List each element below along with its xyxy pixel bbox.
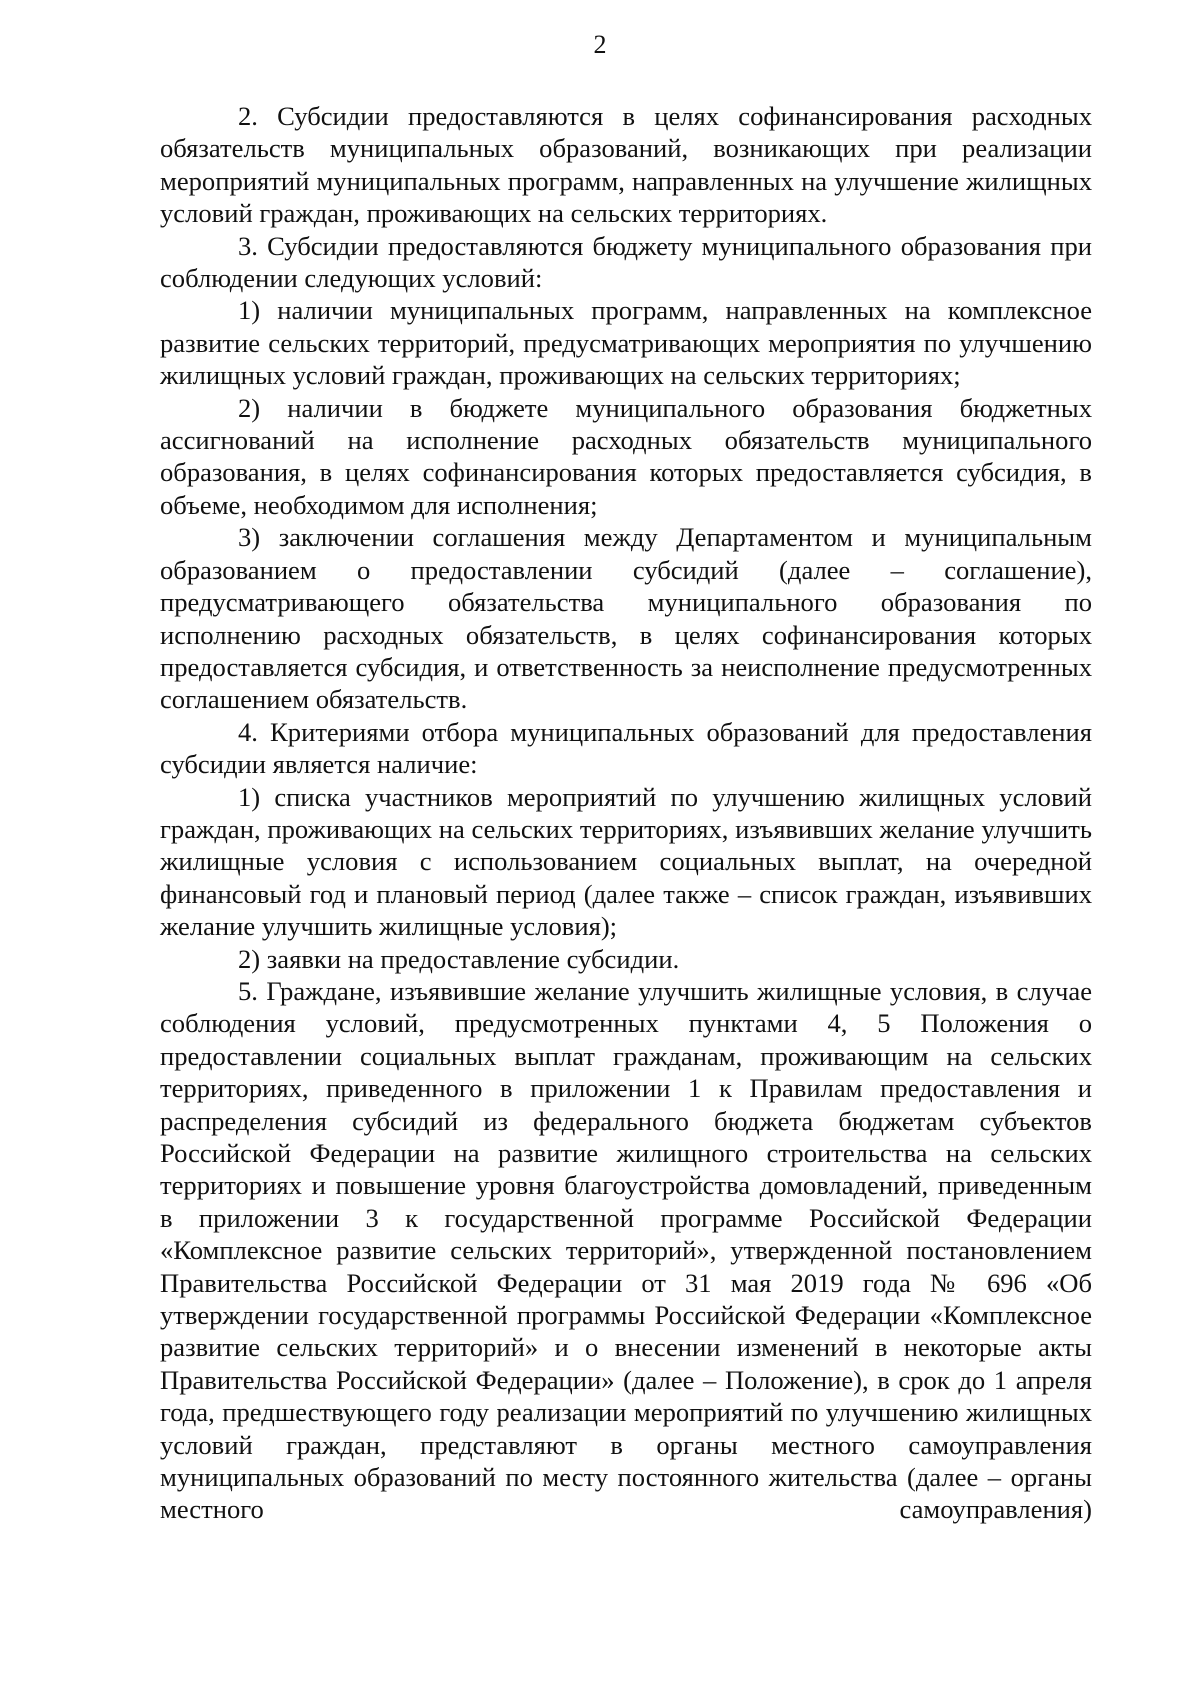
paragraph-4-item-1: 1) списка участников мероприятий по улучшению жилищных условий граждан, проживающих на сельских территориях, изъявивших желание улучшить жилищные условия с использованием социальных выплат, на очередной финансовый год и плановый период (далее также – список граждан, изъявивших желание улучшить жилищные условия); — [160, 781, 1092, 942]
paragraph-3: 3. Субсидии предоставляются бюджету муниципального образования при соблюдении следующих условий: — [160, 230, 1092, 294]
paragraph-3-item-1: 1) наличии муниципальных программ, направленных на комплексное развитие сельских территорий, предусматривающих мероприятия по улучшению жилищных условий граждан, проживающих на сельских территориях; — [160, 295, 1092, 391]
page-number: 2 — [593, 30, 607, 59]
paragraph-2: 2. Субсидии предоставляются в целях софинансирования расходных обязательств муниципальных образований, возникающих при реализации мероприятий муниципальных программ, направленных на улучшение жилищных условий граждан, проживающих на сельских территориях. — [160, 101, 1092, 229]
document-body — [160, 100, 1092, 1526]
paragraph-4-item-2: 2) заявки на предоставление субсидии. — [238, 943, 680, 974]
paragraph-3-item-3: 3) заключении соглашения между Департаментом и муниципальным образованием о предоставлении субсидий (далее – соглашение), предусматривающего обязательства муниципального образования по исполнению расходных обязательств, в целях софинансирования которых предоставляется субсидия, и ответственность за неисполнение предусмотренных соглашением обязательств. — [160, 522, 1092, 715]
paragraph-5: 5. Граждане, изъявившие желание улучшить жилищные условия, в случае соблюдения условий, предусмотренных пунктами 4, 5 Положения о предоставлении социальных выплат гражданам, проживающим на сельских территориях, приведенного в приложении 1 к Правилам предоставления и распределения субсидий из федерального бюджета бюджетам субъектов Российской Федерации на развитие жилищного строительства на сельских территориях и повышение уровня благоустройства домовладений, приведенным в приложении 3 к государственной программе Российской Федерации «Комплексное развитие сельских территорий», утвержденной постановлением Правительства Российской Федерации от 31 мая 2019 года № 696 «Об утверждении государственной программы Российской Федерации «Комплексное развитие сельских территорий» и о внесении изменений в некоторые акты Правительства Российской Федерации» (далее – Положение), в срок до 1 апреля года, предшествующего году реализации мероприятий по улучшению жилищных условий граждан, представляют в органы местного самоуправления муниципальных образований по месту постоянного жительства (далее – органы местного самоуправления) — [160, 975, 1092, 1525]
paragraph-4: 4. Критериями отбора муниципальных образований для предоставления субсидии является наличие: — [160, 716, 1092, 780]
paragraph-3-item-2: 2) наличии в бюджете муниципального образования бюджетных ассигнований на исполнение расходных обязательств муниципального образования, в целях софинансирования которых предоставляется субсидия, в объеме, необходимом для исполнения; — [160, 392, 1092, 520]
